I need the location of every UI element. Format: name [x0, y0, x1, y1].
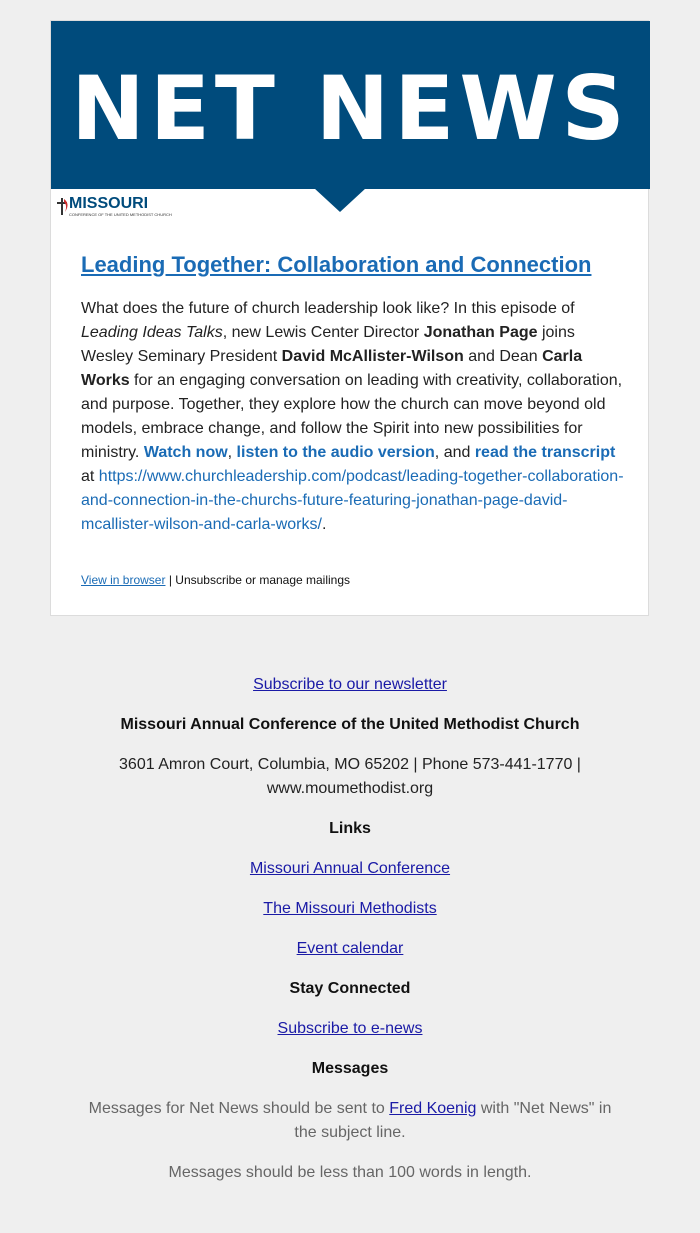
read-transcript-link[interactable]: read the transcript — [474, 444, 616, 461]
listen-audio-link[interactable]: listen to the audio version — [236, 444, 435, 461]
subscribe-newsletter-link[interactable]: Subscribe to our newsletter — [253, 676, 447, 693]
body-text: , new Lewis Center Director — [222, 324, 424, 341]
link-row-1 — [0, 857, 700, 881]
body-text: joins Wesley Seminary President — [81, 324, 575, 365]
banner-notch — [314, 188, 366, 212]
address-line-2: www.moumethodist.org — [266, 780, 434, 797]
missouri-annual-conference-link[interactable]: Missouri Annual Conference — [249, 860, 451, 877]
body-text: . — [321, 516, 327, 533]
link-row-2 — [0, 897, 700, 921]
article-body — [81, 297, 626, 537]
show-title: Leading Ideas Talks — [81, 324, 223, 341]
person-name: Jonathan Page — [423, 324, 538, 341]
missouri-methodists-link[interactable]: The Missouri Methodists — [263, 900, 437, 917]
messages-heading: Messages — [311, 1060, 389, 1077]
link-row-3 — [0, 937, 700, 961]
person-name: Carla Works — [81, 348, 583, 389]
separator: | — [165, 573, 176, 587]
subscribe-enews-row — [0, 1017, 700, 1041]
address-line-1: 3601 Amron Court, Columbia, MO 65202 | Phone 573-441-1770 | — [119, 756, 581, 773]
body-text: and Dean — [463, 348, 543, 365]
person-name: David McAllister-Wilson — [281, 348, 464, 365]
messages-text: Messages for Net News should be sent to — [88, 1100, 390, 1117]
body-text: for an engaging conversation on leading with creativity, collaboration, and purpose. Together, they explore how the church can move beyond old models, embrace change, and follow the Spirit into new possibilities for ministry. — [81, 372, 623, 461]
banner — [51, 21, 650, 189]
body-text: , and — [434, 444, 475, 461]
cross-flame-icon — [56, 196, 70, 216]
podcast-url-link[interactable]: https://www.churchleadership.com/podcast/leading-together-collaboration-and-connection-in-the-churchs-future-featuring-jonathan-page-david-mcallister-wilson-and-carla-works/ — [81, 468, 624, 533]
watch-now-link[interactable]: Watch now — [143, 444, 228, 461]
org-name: Missouri Annual Conference of the United Methodist Church — [120, 716, 580, 733]
banner-title: NET NEWS — [71, 57, 630, 160]
body-text: at — [81, 468, 99, 485]
newsletter-card — [50, 20, 649, 616]
subscribe-newsletter-row — [0, 673, 700, 697]
messages-text-1b: the subject line. — [294, 1124, 406, 1141]
missouri-logo — [56, 195, 172, 219]
links-heading: Links — [329, 820, 371, 837]
article-headline-link[interactable]: Leading Together: Collaboration and Connection — [81, 252, 592, 277]
card-footer — [81, 572, 350, 588]
body-text: What does the future of church leadership look like? In this episode of — [81, 300, 575, 317]
stay-connected-heading: Stay Connected — [289, 980, 411, 997]
event-calendar-link[interactable]: Event calendar — [296, 940, 404, 957]
body-text: , — [227, 444, 237, 461]
logo-subtitle: CONFERENCE OF THE UNITED METHODIST CHURCH — [69, 212, 172, 217]
messages-text: with "Net News" in — [476, 1100, 612, 1117]
messages-text-2: Messages should be less than 100 words in length. — [168, 1164, 532, 1181]
messages-text-1 — [0, 1097, 700, 1121]
logo-name: MISSOURI — [69, 195, 149, 212]
fred-koenig-link[interactable]: Fred Koenig — [389, 1100, 477, 1117]
unsubscribe-link[interactable]: Unsubscribe or manage mailings — [175, 573, 351, 587]
view-in-browser-link[interactable]: View in browser — [81, 573, 166, 587]
subscribe-enews-link[interactable]: Subscribe to e-news — [277, 1020, 423, 1037]
